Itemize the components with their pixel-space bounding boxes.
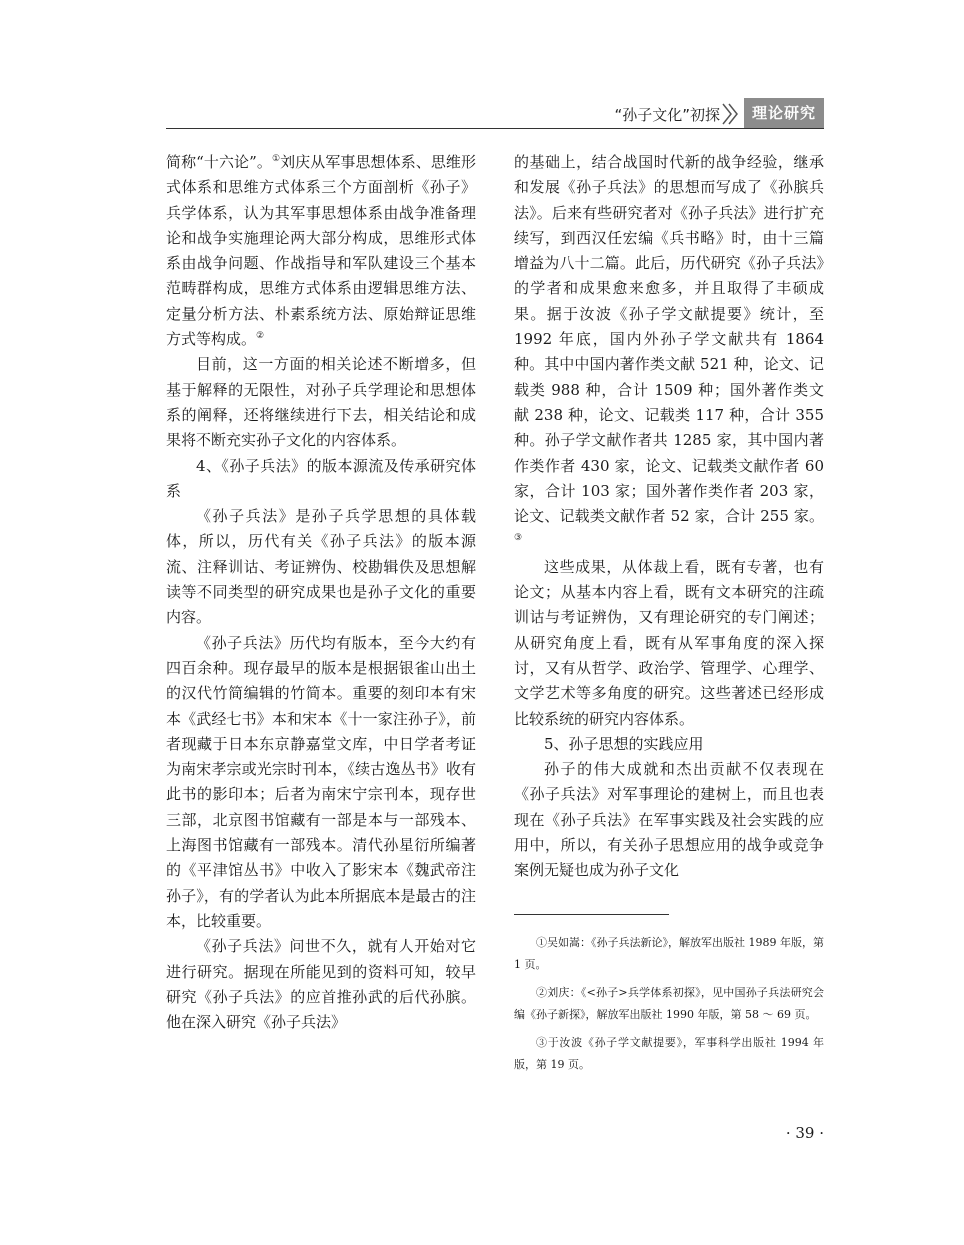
section-heading: 4、《孙子兵法》的版本源流及传承研究体系 bbox=[166, 456, 476, 500]
paragraph: 《孙子兵法》问世不久，就有人开始对它进行研究。据现在所能见到的资料可知，较早研究《孙子兵法》的应首推孙武的后代孙膑。他在深入研究《孙子兵法》 bbox=[166, 937, 476, 1032]
right-column bbox=[514, 150, 824, 884]
page-number: · 39 · bbox=[785, 1124, 824, 1142]
paragraph: 简称“十六论”。①刘庆从军事思想体系、思维形式体系和思维方式体系三个方面剖析《孙子》兵学体系，认为其军事思想体系由战争准备理论和战争实施理论两大部分构成，思维形式体系由战争问题、作战指导和军队建设三个基本范畴群构成，思维方式体系由逻辑思维方法、定量分析方法、朴素系统方法、原始辩证思维方式等构成。② bbox=[166, 153, 476, 349]
paragraph: 目前，这一方面的相关论述不断增多，但基于解释的无限性，对孙子兵学理论和思想体系的阐释，还将继续进行下去，相关结论和成果将不断充实孙子文化的内容体系。 bbox=[166, 355, 476, 450]
footnote: ③于汝波《孙子学文献提要》，军事科学出版社 1994 年版，第 19 页。 bbox=[514, 1036, 824, 1071]
footnotes bbox=[514, 932, 824, 1082]
paragraph: 《孙子兵法》历代均有版本，至今大约有四百余种。现存最早的版本是根据银雀山出土的汉代竹简编辑的竹简本。重要的刻印本有宋本《武经七书》本和宋本《十一家注孙子》，前者现藏于日本东京静嘉堂文库，中日学者考证为南宋孝宗或光宗时刊本，《续古逸丛书》收有此书的影印本；后者为南宋宁宗刊本，现存世三部，北京图书馆藏有一部是本与一部残本、上海图书馆藏有一部残本。清代孙星衍所编著的《平津馆丛书》中收入了影宋本《魏武帝注孙子》，有的学者认为此本所据底本是最古的注本，比较重要。 bbox=[166, 633, 476, 930]
paragraph: 《孙子兵法》是孙子兵学思想的具体载体，所以，历代有关《孙子兵法》的版本源流、注释训诂、考证辨伪、校勘辑佚及思想解读等不同类型的研究成果也是孙子文化的重要内容。 bbox=[166, 507, 476, 627]
section-title: “孙子文化”初探 bbox=[614, 106, 720, 124]
footnote-ref: ② bbox=[256, 331, 265, 342]
footnote-ref: ① bbox=[271, 154, 281, 164]
running-header bbox=[166, 98, 824, 130]
chevron-right-icon bbox=[720, 102, 740, 126]
paragraph: 这些成果，从体裁上看，既有专著，也有论文；从基本内容上看，既有文本研究的注疏训诂与考证辨伪，又有理论研究的专门阐述；从研究角度上看，既有从军事角度的深入探讨，又有从哲学、政治学、管理学、心理学、文学艺术等多角度的研究。这些著述已经形成比较系统的研究内容体系。 bbox=[514, 557, 824, 728]
paragraph: 孙子的伟大成就和杰出贡献不仅表现在《孙子兵法》对军事理论的建树上，而且也表现在《孙子兵法》在军事实践及社会实践的应用中，所以，有关孙子思想应用的战争或竞争案例无疑也成为孙子文化 bbox=[514, 760, 824, 880]
section-heading: 5、孙子思想的实践应用 bbox=[544, 734, 704, 753]
header-divider bbox=[166, 128, 824, 129]
paragraph: 的基础上，结合战国时代新的战争经验，继承和发展《孙子兵法》的思想而写成了《孙膑兵法》。后来有些研究者对《孙子兵法》进行扩充续写，到西汉任宏编《兵书略》时，由十三篇增益为八十二篇。此后，历代研究《孙子兵法》的学者和成果愈来愈多，并且取得了丰硕成果。据于汝波《孙子学文献提要》统计，至 1992 年底，国内外孙子学文献共有 1864 种。其中中国内著作类文献 521 种，论文、记载类 988 种，合计 1509 种；国外著作类文献 238 种，论文、记载类 117 种，合计 355 种。孙子学文献作者共 1285 家，其中国内著作类作者 430 家，论文、记载类文献作者 60 家，合计 103 家；国外著作类作者 203 家，论文、记载类文献作者 52 家，合计 255 家。③ bbox=[514, 153, 824, 544]
left-column bbox=[166, 150, 476, 1035]
footnote-divider bbox=[514, 914, 669, 915]
footnote-ref: ③ bbox=[514, 533, 523, 544]
footnote: ②刘庆：《<孙子>兵学体系初探》，见中国孙子兵法研究会编《孙子新探》，解放军出版社 1990 年版，第 58 ～ 69 页。 bbox=[514, 986, 824, 1021]
footnote: ①吴如嵩：《孙子兵法新论》，解放军出版社 1989 年版，第 1 页。 bbox=[514, 936, 824, 971]
column-badge: 理论研究 bbox=[744, 98, 824, 128]
